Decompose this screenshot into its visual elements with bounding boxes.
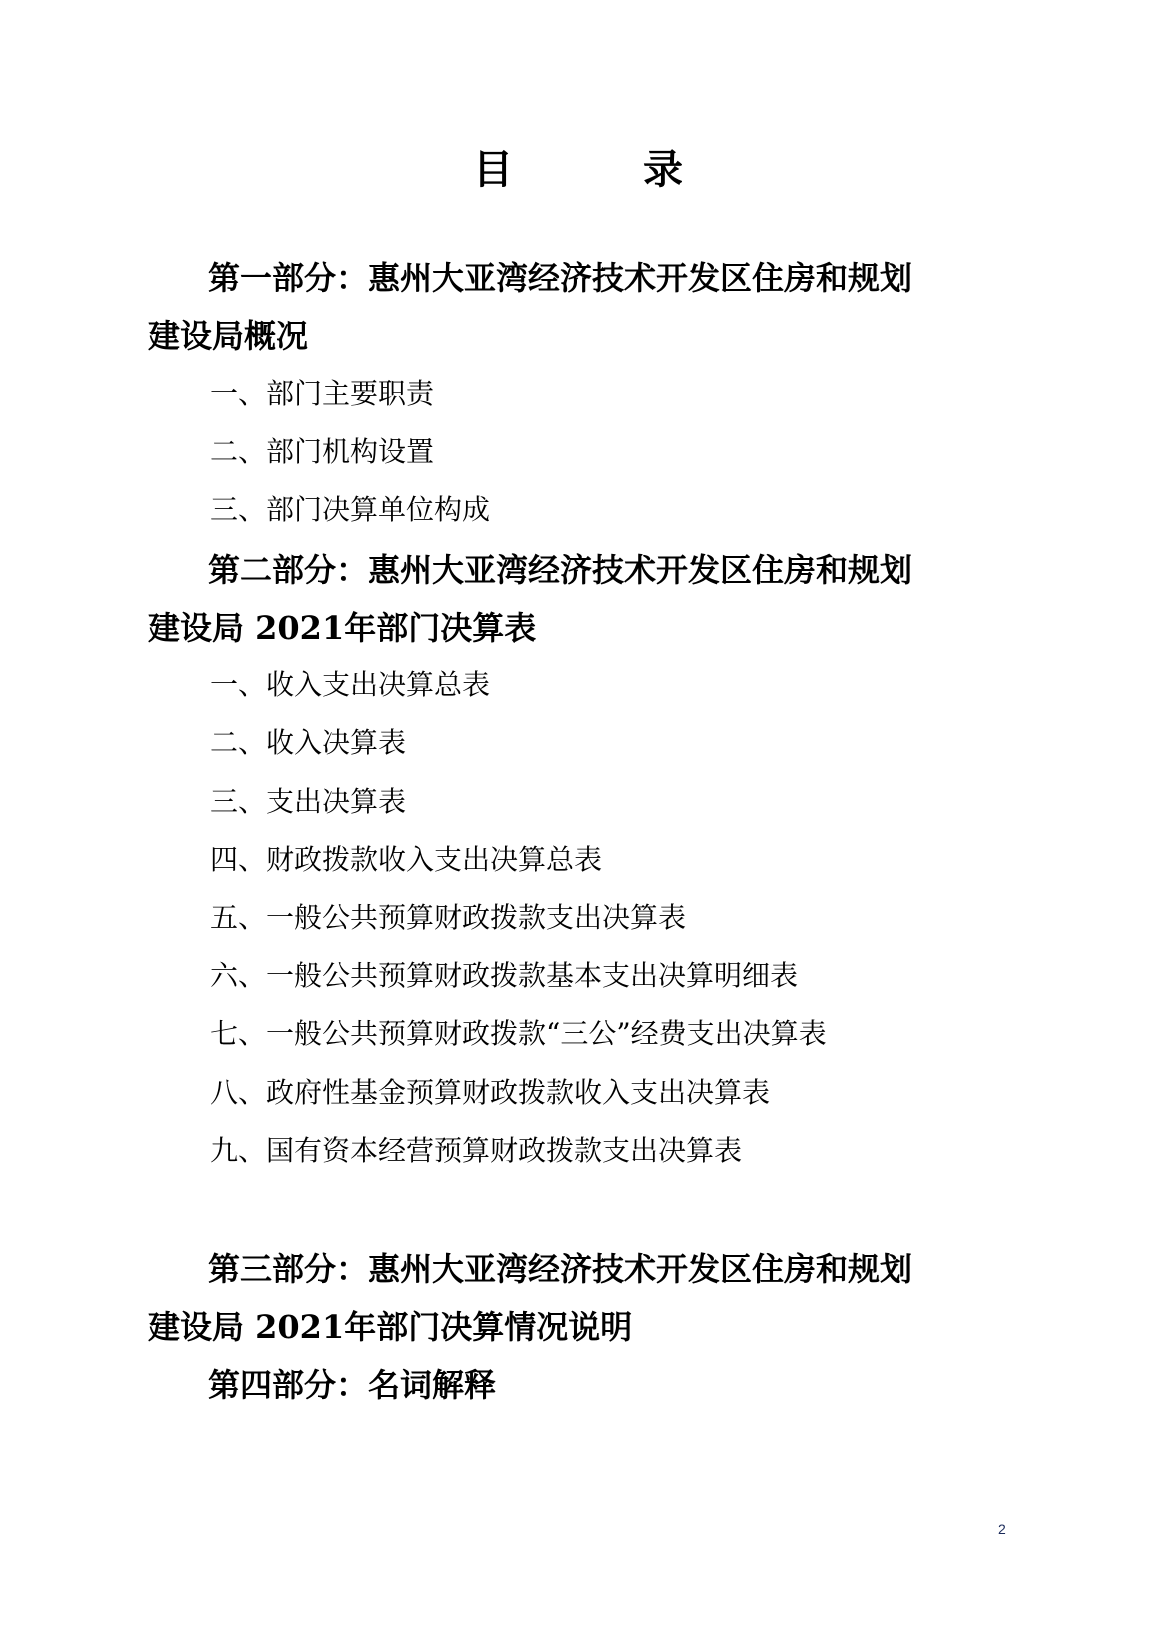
toc-item-1-1[interactable]: 一、部门主要职责	[210, 377, 435, 410]
toc-part-2-heading[interactable]	[148, 541, 1008, 657]
toc-item-2-3[interactable]: 三、支出决算表	[210, 785, 407, 818]
toc-item-2-4[interactable]: 四、财政拨款收入支出决算总表	[210, 843, 603, 876]
toc-item-1-3[interactable]: 三、部门决算单位构成	[210, 493, 491, 526]
toc-item-2-7[interactable]: 七、一般公共预算财政拨款“三公”经费支出决算表	[210, 1017, 827, 1050]
part-2-line-1: 第二部分：惠州大亚湾经济技术开发区住房和规划	[208, 551, 913, 589]
part-3-line-1: 第三部分：惠州大亚湾经济技术开发区住房和规划	[208, 1250, 913, 1288]
page-number: 2	[998, 1521, 1006, 1537]
toc-part-3-heading[interactable]	[148, 1240, 1008, 1356]
toc-item-2-9[interactable]: 九、国有资本经营预算财政拨款支出决算表	[210, 1134, 743, 1167]
toc-item-2-6[interactable]: 六、一般公共预算财政拨款基本支出决算明细表	[210, 959, 799, 992]
toc-title	[0, 140, 1156, 200]
part-1-line-2: 建设局概况	[148, 317, 309, 355]
toc-part-1-heading[interactable]	[148, 249, 1008, 365]
part-2-line-2: 建设局 2021年部门决算表	[148, 609, 537, 647]
toc-title-char-2: 录	[643, 146, 683, 193]
toc-item-2-8[interactable]: 八、政府性基金预算财政拨款收入支出决算表	[210, 1076, 771, 1109]
toc-item-2-2[interactable]: 二、收入决算表	[210, 726, 407, 759]
part-3-line-2: 建设局 2021年部门决算情况说明	[148, 1308, 633, 1346]
toc-item-2-5[interactable]: 五、一般公共预算财政拨款支出决算表	[210, 901, 687, 934]
toc-part-4-heading[interactable]	[148, 1356, 1008, 1414]
toc-item-1-2[interactable]: 二、部门机构设置	[210, 435, 435, 468]
part-4-line-1: 第四部分：名词解释	[208, 1366, 497, 1404]
toc-title-char-1: 目	[473, 146, 513, 193]
part-1-line-1: 第一部分：惠州大亚湾经济技术开发区住房和规划	[208, 259, 913, 297]
toc-item-2-1[interactable]: 一、收入支出决算总表	[210, 668, 491, 701]
